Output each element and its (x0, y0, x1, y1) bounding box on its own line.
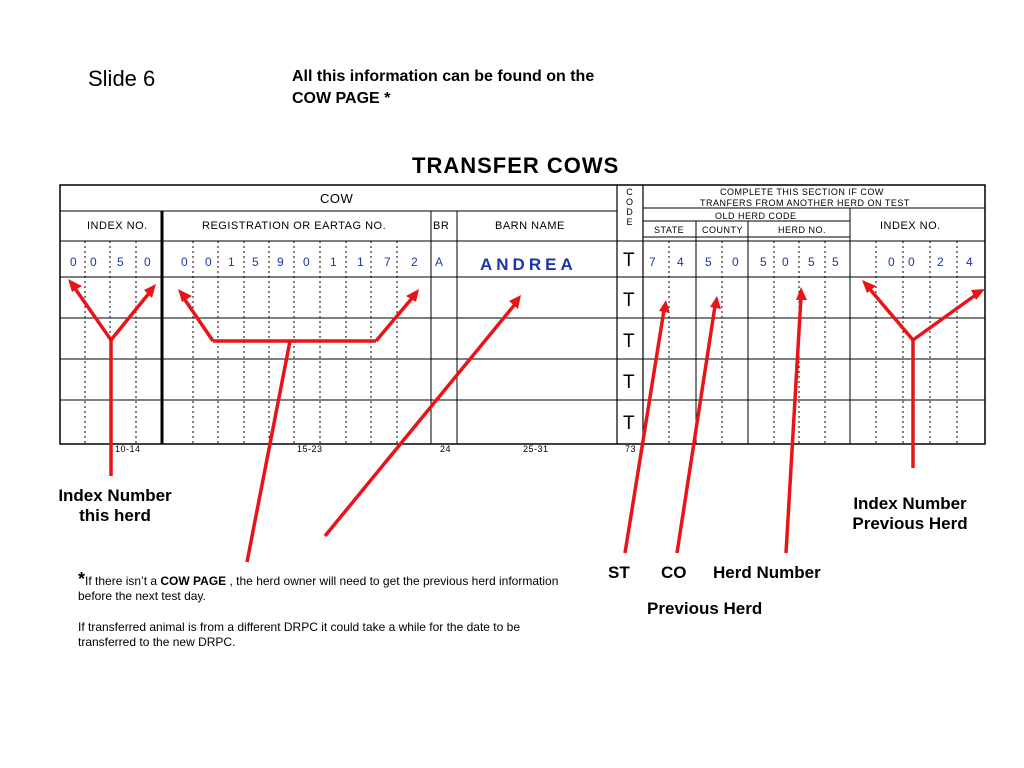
footer-code: 73 (625, 444, 637, 454)
footer-br: 24 (440, 444, 452, 454)
herd-no-header: HERD NO. (778, 225, 827, 235)
state-digit: 7 (649, 255, 656, 269)
index-digit: 5 (117, 255, 124, 269)
section-header-line-1: COMPLETE THIS SECTION IF COW (720, 187, 884, 197)
county-digit: 5 (705, 255, 712, 269)
index-digit: 0 (144, 255, 151, 269)
code-value: T (623, 372, 635, 393)
reg-digit: 0 (303, 255, 310, 269)
reg-digit: 1 (228, 255, 235, 269)
barn-name-value: ANDREA (480, 255, 577, 274)
herd-digit: 5 (808, 255, 815, 269)
prev-index-digit: 0 (888, 255, 895, 269)
section-header-line-2: TRANFERS FROM ANOTHER HERD ON TEST (700, 198, 910, 208)
heading-line-2: COW PAGE * (292, 90, 391, 107)
prev-index-digit: 0 (908, 255, 915, 269)
county-digit: 0 (732, 255, 739, 269)
note-paragraph-2: If transferred animal is from a different DRPC it could take a while for the date to be transferred to the new DRPC. (78, 620, 520, 649)
reg-digit: 0 (205, 255, 212, 269)
county-header: COUNTY (702, 225, 743, 235)
herd-digit: 5 (832, 255, 839, 269)
reg-digit: 0 (181, 255, 188, 269)
herd-digit: 5 (760, 255, 767, 269)
index-digit: 0 (70, 255, 77, 269)
label-index-previous-herd: Index Number Previous Herd (852, 494, 968, 533)
code-header: C O D E (626, 187, 634, 227)
label-st: ST (608, 563, 630, 582)
prev-index-header: INDEX NO. (880, 220, 941, 232)
reg-digit: 7 (384, 255, 391, 269)
reg-digit: 2 (411, 255, 418, 269)
code-value: T (623, 413, 635, 434)
old-herd-code-header: OLD HERD CODE (715, 211, 797, 221)
herd-digit: 0 (782, 255, 789, 269)
reg-digit: 1 (330, 255, 337, 269)
barn-name-header: BARN NAME (495, 220, 565, 232)
br-header: BR (433, 220, 450, 232)
label-herd-number: Herd Number (713, 563, 821, 582)
registration-header: REGISTRATION OR EARTAG NO. (202, 220, 387, 232)
prev-index-digit: 2 (937, 255, 944, 269)
index-digit: 0 (90, 255, 97, 269)
br-value: A (435, 255, 444, 269)
reg-digit: 1 (357, 255, 364, 269)
state-header: STATE (654, 225, 685, 235)
state-digit: 4 (677, 255, 684, 269)
code-value: T (623, 290, 635, 311)
index-header: INDEX NO. (87, 220, 148, 232)
footer-barn: 25-31 (523, 444, 549, 454)
code-value: T (623, 250, 635, 271)
reg-digit: 5 (252, 255, 259, 269)
label-previous-herd: Previous Herd (647, 599, 763, 618)
form-title: TRANSFER COWS (412, 153, 620, 178)
code-value: T (623, 331, 635, 352)
reg-digit: 9 (277, 255, 284, 269)
footer-index: 10-14 (115, 444, 141, 454)
label-index-this-herd: Index Number this herd (58, 486, 172, 525)
label-co: CO (661, 563, 687, 582)
note-paragraph-1: *If there isn’t a COW PAGE , the herd owner will need to get the previous herd information before the next test day. (78, 569, 559, 603)
prev-index-digit: 4 (966, 255, 973, 269)
slide-label: Slide 6 (88, 66, 156, 91)
asterisk: * (78, 569, 86, 589)
cow-header: COW (320, 191, 354, 206)
heading-line-1: All this information can be found on the (292, 68, 595, 85)
footer-reg: 15-23 (297, 444, 323, 454)
